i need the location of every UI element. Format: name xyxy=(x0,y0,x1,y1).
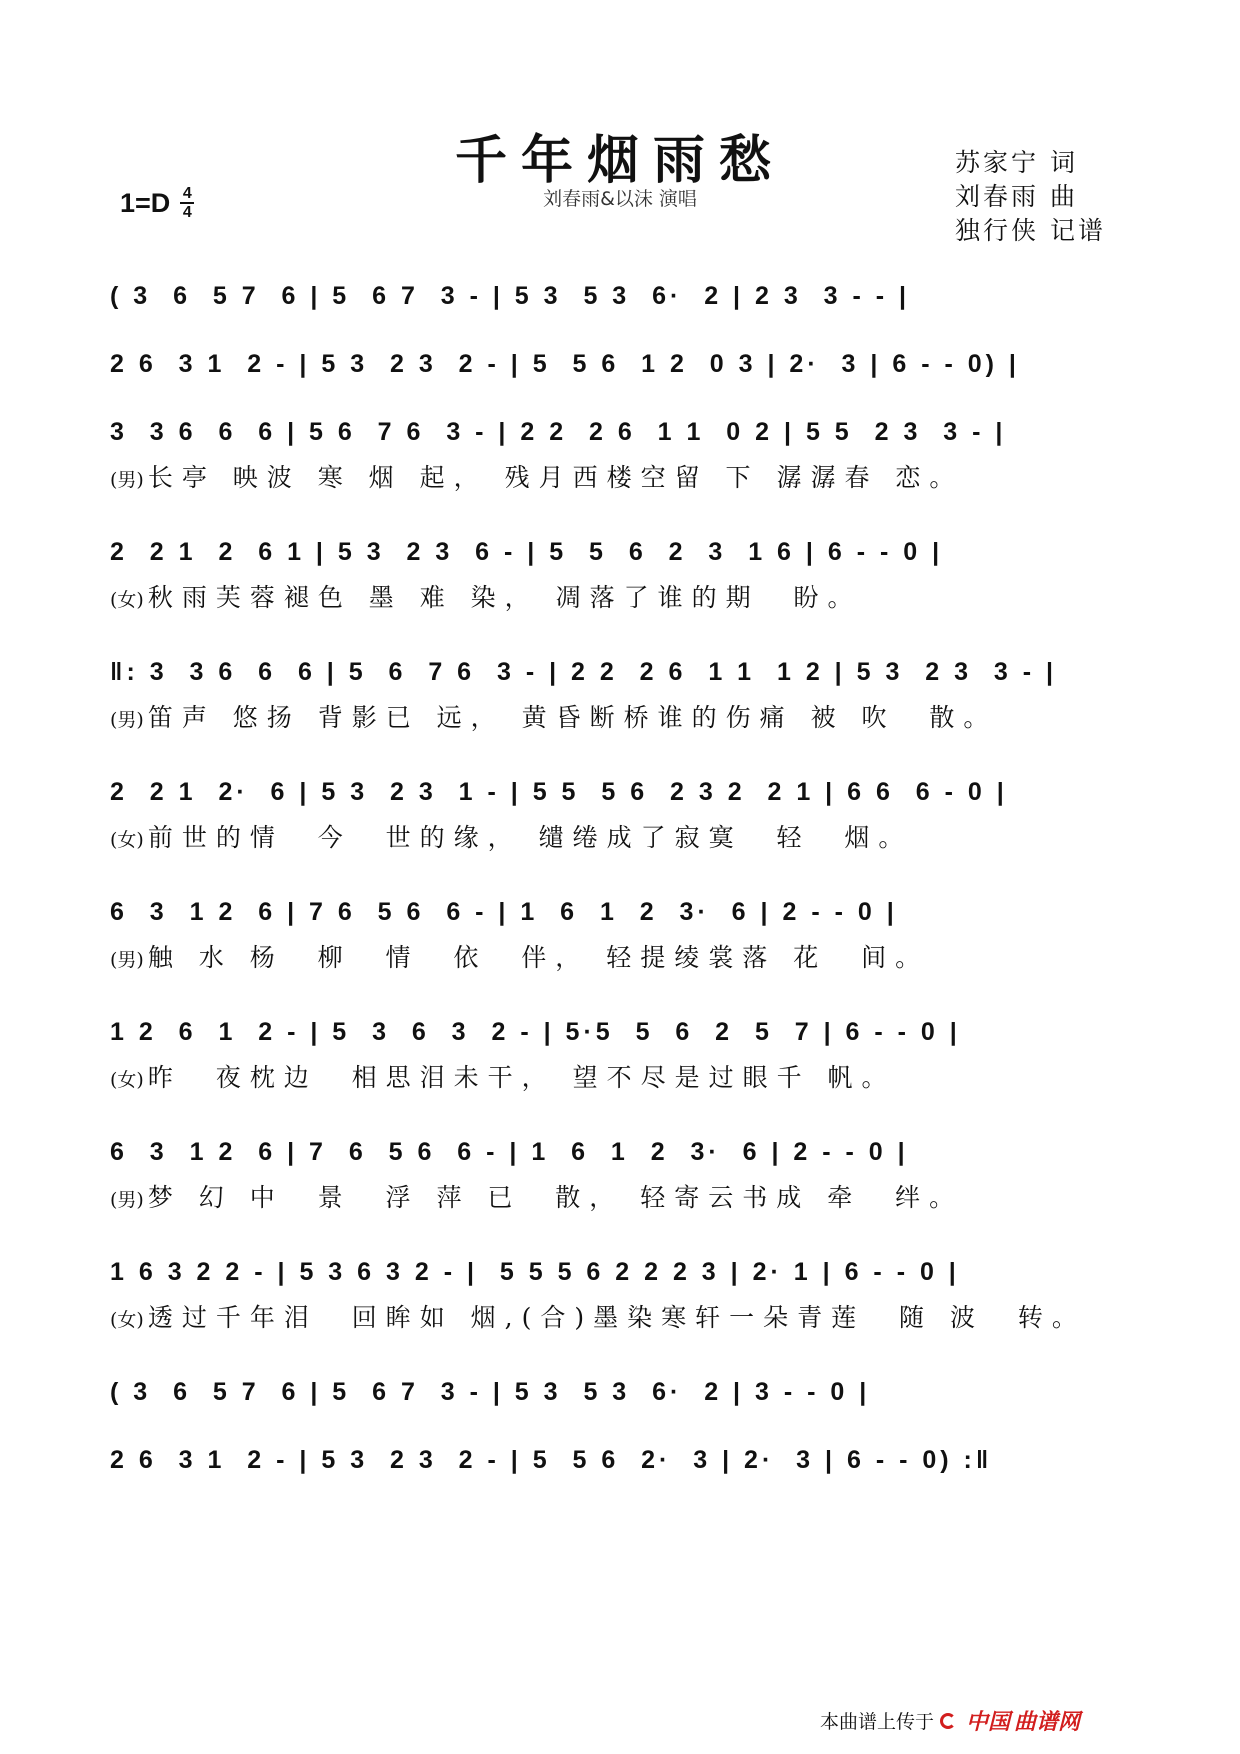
singer-label: (男) xyxy=(110,949,144,971)
singer-label: (女) xyxy=(110,1069,144,1091)
site-logo-icon xyxy=(938,1711,962,1731)
lyric-text: 梦 幻 中 景 浮 萍 已 散， 轻寄云书成 牵 绊。 xyxy=(147,1183,964,1212)
notation-line: 2 2 1 2 6 1 | 5 3 2 3 6 - | 5 5 6 2 3 1 6 | 6 - - 0 | xyxy=(110,538,944,566)
notation-line: 2 2 1 2· 6 | 5 3 2 3 1 - | 5 5 5 6 2 3 2 2 1 | 6 6 6 - 0 | xyxy=(110,778,1008,806)
notation-line: 2 6 3 1 2 - | 5 3 2 3 2 - | 5 5 6 2· 3 | 2· 3 | 6 - - 0) :‖ xyxy=(110,1446,993,1474)
composer-credit: 刘春雨 曲 xyxy=(955,182,1078,211)
lyric-text: 笛声 悠扬 背影已 远， 黄昏断桥谁的伤痛 被 吹 散。 xyxy=(147,703,998,732)
upload-text: 本曲谱上传于 xyxy=(819,1711,934,1733)
notation-line: 2 6 3 1 2 - | 5 3 2 3 2 - | 5 5 6 1 2 0 3 | 2· 3 | 6 - - 0) | xyxy=(110,350,1020,378)
performer-line: 刘春雨&以沫 演唱 xyxy=(543,188,697,210)
lyric-text: 长亭 映波 寒 烟 起， 残月西楼空留 下 潺潺春 恋。 xyxy=(147,463,964,492)
lyric-line xyxy=(110,1058,1130,1098)
singer-label: (女) xyxy=(110,589,144,611)
outro-line-2 xyxy=(110,1434,1130,1486)
intro-line-1 xyxy=(110,270,1130,322)
key-label: 1=D xyxy=(120,187,171,218)
singer-label: (女) xyxy=(110,829,144,851)
chorus-line-4 xyxy=(110,1246,1130,1338)
chorus-line-3 xyxy=(110,1126,1130,1218)
singer-label: (男) xyxy=(110,709,144,731)
lyric-line xyxy=(110,818,1130,858)
lyric-text: 前世的情 今 世的缘， 缱绻成了寂寞 轻 烟。 xyxy=(147,823,913,852)
verse-line-3 xyxy=(110,646,1130,738)
verse-line-2 xyxy=(110,526,1130,618)
site-name-part-2: 曲谱网 xyxy=(1013,1710,1080,1735)
outro-line-1 xyxy=(110,1366,1130,1418)
lyric-line xyxy=(110,578,1130,618)
lyric-text: 昨 夜枕边 相思泪未干， 望不尽是过眼千 帆。 xyxy=(147,1063,896,1092)
lyric-text: 秋雨芙蓉褪色 墨 难 染， 凋落了谁的期 盼。 xyxy=(147,583,862,612)
upload-footer xyxy=(820,1705,1080,1736)
notation-line: ‖: 3 3 6 6 6 | 5 6 7 6 3 - | 2 2 2 6 1 1 1 2 | 5 3 2 3 3 - | xyxy=(110,658,1058,686)
lyricist-credit: 苏家宁 词 xyxy=(955,148,1078,177)
song-title: 千年烟雨愁 xyxy=(454,130,785,191)
lyric-text: 透过千年泪 回眸如 烟,(合)墨染寒轩一朵青莲 随 波 转。 xyxy=(147,1303,1086,1332)
score-body xyxy=(110,270,1130,1502)
site-name-part-1: 中国 xyxy=(965,1710,1010,1735)
notation-line: ( 3 6 5 7 6 | 5 6 7 3 - | 5 3 5 3 6· 2 | 3 - - 0 | xyxy=(110,1378,871,1406)
singer-label: (男) xyxy=(110,1189,144,1211)
verse-line-1 xyxy=(110,406,1130,498)
lyric-line xyxy=(110,1178,1130,1218)
lyric-line xyxy=(110,1298,1130,1338)
intro-line-2 xyxy=(110,338,1130,390)
key-signature xyxy=(120,186,194,220)
notation-line: 1 2 6 1 2 - | 5 3 6 3 2 - | 5·5 5 6 2 5 7 | 6 - - 0 | xyxy=(110,1018,961,1046)
chorus-line-1 xyxy=(110,886,1130,978)
verse-line-4 xyxy=(110,766,1130,858)
time-signature xyxy=(180,186,194,220)
lyric-text: 触 水 杨 柳 情 依 伴， 轻提绫裳落 花 间。 xyxy=(147,943,930,972)
time-bottom: 4 xyxy=(182,204,192,221)
singer-label: (女) xyxy=(110,1309,144,1331)
notation-line: 6 3 1 2 6 | 7 6 5 6 6 - | 1 6 1 2 3· 6 | 2 - - 0 | xyxy=(110,1138,909,1166)
credits-block xyxy=(955,146,1106,248)
singer-label: (男) xyxy=(110,469,144,491)
notation-line: ( 3 6 5 7 6 | 5 6 7 3 - | 5 3 5 3 6· 2 | 2 3 3 - - | xyxy=(110,282,911,310)
transcriber-credit: 独行侠 记谱 xyxy=(955,216,1106,245)
notation-line: 3 3 6 6 6 | 5 6 7 6 3 - | 2 2 2 6 1 1 0 2 | 5 5 2 3 3 - | xyxy=(110,418,1007,446)
chorus-line-2 xyxy=(110,1006,1130,1098)
lyric-line xyxy=(110,698,1130,738)
lyric-line xyxy=(110,938,1130,978)
notation-line: 1 6 3 2 2 - | 5 3 6 3 2 - | 5 5 5 6 2 2 2 3 | 2· 1 | 6 - - 0 | xyxy=(110,1258,960,1286)
time-top: 4 xyxy=(182,185,192,202)
notation-line: 6 3 1 2 6 | 7 6 5 6 6 - | 1 6 1 2 3· 6 | 2 - - 0 | xyxy=(110,898,898,926)
lyric-line xyxy=(110,458,1130,498)
